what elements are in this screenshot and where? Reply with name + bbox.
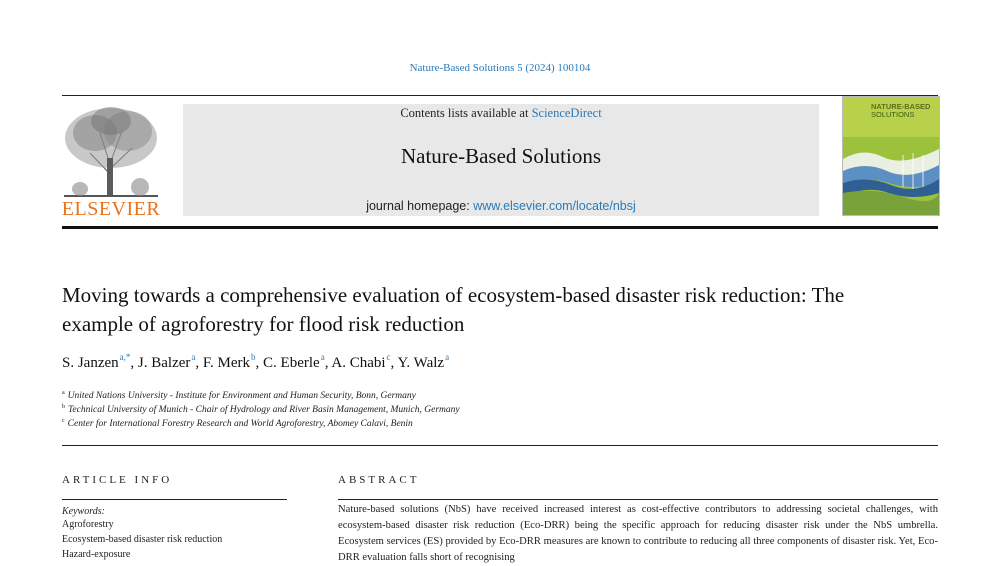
abstract-text: Nature-based solutions (NbS) have received increased interest as cost-effective contributors to addressing societal challenges, with ecosystem-based disaster risk reduction (Eco-DRR) being the specific approach for reducing disaster risk under the NbS umbrella. Ecosystem services (ES) provided by Eco-DRR measures are known to contribute to reducing all three components of disaster risk. Yet, Eco-DRR evaluation falls short of recognising xyxy=(338,504,938,563)
keywords-label: Keywords: xyxy=(62,506,105,517)
journal-homepage-link[interactable]: www.elsevier.com/locate/nbsj xyxy=(473,199,636,213)
author-affiliation-mark[interactable]: a xyxy=(191,352,196,362)
sciencedirect-link[interactable]: ScienceDirect xyxy=(531,106,602,120)
keyword-item[interactable]: Ecosystem-based disaster risk reduction xyxy=(62,534,223,545)
affiliation: $^b$ Technical University of Munich - Chair of Hydrology and River Basin Management, Munich, Germany xyxy=(62,404,460,415)
author-affiliation-mark[interactable]: a xyxy=(320,352,325,362)
article-info-rule xyxy=(62,499,287,500)
journal-citation[interactable]: Nature-Based Solutions 5 (2024) 100104 xyxy=(409,62,591,74)
header-top-rule xyxy=(62,95,938,96)
contents-line xyxy=(183,106,819,121)
affiliation: $^c$ Center for International Forestry Research and World Agroforestry, Abomey Calavi, Benin xyxy=(62,418,413,429)
author[interactable]: Y. Walz$^a$ xyxy=(397,352,450,371)
author[interactable]: F. Merk$^b$, xyxy=(202,352,264,371)
abstract-heading: ABSTRACT xyxy=(338,474,420,486)
author-affiliation-mark[interactable]: a xyxy=(445,352,450,362)
author-affiliation-mark[interactable]: b xyxy=(251,352,256,362)
cover-line2: SOLUTIONS xyxy=(871,110,915,119)
affiliation: $^a$ United Nations University - Institute for Environment and Human Security, Bonn, Germany xyxy=(62,390,416,401)
keyword-item[interactable]: Agroforestry xyxy=(62,519,114,530)
journal-cover-image[interactable] xyxy=(842,96,940,216)
affiliations-bottom-rule xyxy=(62,445,938,446)
keyword-item[interactable]: Hazard-exposure xyxy=(62,549,131,560)
journal-title: Nature-Based Solutions xyxy=(400,144,602,168)
author-affiliation-mark[interactable]: c xyxy=(386,352,391,362)
homepage-line xyxy=(183,199,819,213)
cover-line1: NATURE-BASED xyxy=(871,102,931,111)
author-list xyxy=(62,352,862,372)
article-info-heading: ARTICLE INFO xyxy=(62,474,173,486)
author-affiliation-mark[interactable]: a,* xyxy=(119,352,131,362)
author[interactable]: S. Janzen$^{a,*}$, xyxy=(62,352,138,371)
publisher-name[interactable]: ELSEVIER xyxy=(61,198,161,220)
homepage-prefix: journal homepage: xyxy=(366,199,474,213)
cover-title xyxy=(871,103,930,119)
abstract-rule xyxy=(338,499,938,500)
author[interactable]: J. Balzer$^a$, xyxy=(137,352,203,371)
paper-title: Moving towards a comprehensive evaluation of ecosystem-based disaster risk reduction: The example of agroforestry for flood risk reduction xyxy=(62,283,845,336)
author[interactable]: C. Eberle$^a$, xyxy=(263,352,332,371)
header-bottom-rule xyxy=(62,226,938,229)
author[interactable]: A. Chabi$^c$, xyxy=(331,352,398,371)
contents-prefix: Contents lists available at xyxy=(400,106,532,120)
